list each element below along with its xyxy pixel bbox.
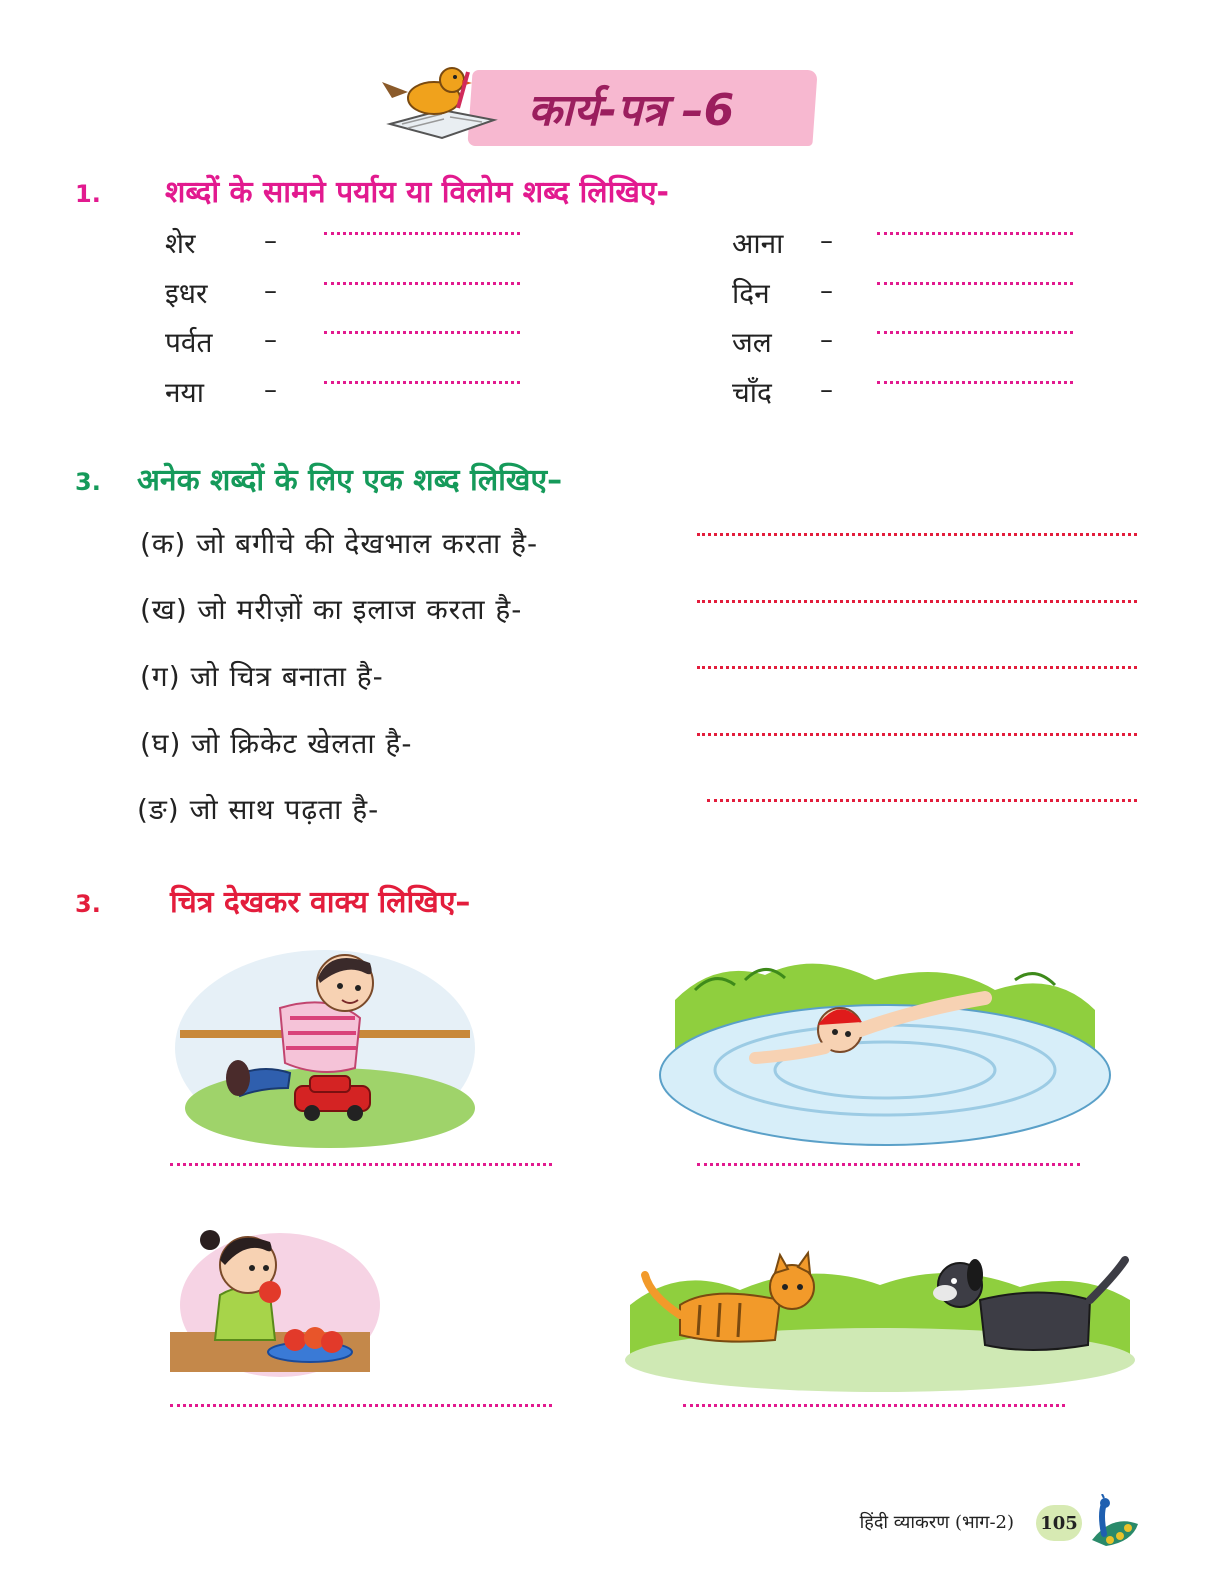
- section3-number: 3.: [75, 890, 101, 918]
- worksheet-title: कार्य-पत्र –6: [528, 85, 735, 136]
- answer-line[interactable]: [877, 232, 1073, 235]
- page-number: 105: [1036, 1505, 1082, 1541]
- answer-line[interactable]: [683, 1404, 1065, 1407]
- answer-line[interactable]: [707, 799, 1137, 802]
- synonym-word-2: इधर: [165, 277, 208, 310]
- answer-line[interactable]: [877, 381, 1073, 384]
- section1-number: 1.: [75, 180, 101, 208]
- section3-title: चित्र देखकर वाक्य लिखिए–: [170, 885, 471, 920]
- book-title: हिंदी व्याकरण (भाग-2): [859, 1512, 1014, 1533]
- antonym-word-3: जल: [732, 326, 772, 359]
- question-ka: (क) जो बगीचे की देखभाल करता है-: [140, 527, 539, 560]
- synonym-word-4: नया: [165, 376, 205, 409]
- dash: –: [820, 276, 833, 306]
- section2-number: 3.: [75, 468, 101, 496]
- dash: –: [820, 226, 833, 256]
- dash: –: [820, 325, 833, 355]
- dash: –: [264, 375, 277, 405]
- synonym-word-3: पर्वत: [165, 326, 213, 359]
- section2-title: अनेक शब्दों के लिए एक शब्द लिखिए–: [137, 463, 563, 498]
- answer-line[interactable]: [877, 331, 1073, 334]
- answer-line[interactable]: [324, 331, 520, 334]
- boy-playing-picture: [170, 938, 480, 1146]
- question-ga: (ग) जो चित्र बनाता है-: [140, 660, 384, 693]
- answer-line[interactable]: [697, 600, 1137, 603]
- bird-writing-icon: [372, 62, 500, 142]
- answer-line[interactable]: [877, 282, 1073, 285]
- answer-line[interactable]: [324, 282, 520, 285]
- dash: –: [264, 325, 277, 355]
- answer-line[interactable]: [324, 381, 520, 384]
- cat-and-dog-picture: [620, 1245, 1140, 1395]
- synonym-word-1: शेर: [165, 227, 196, 260]
- peacock-icon: [1082, 1494, 1142, 1548]
- boy-swimming-picture: [655, 930, 1110, 1145]
- dash: –: [820, 375, 833, 405]
- answer-line[interactable]: [697, 1163, 1080, 1166]
- dash: –: [264, 276, 277, 306]
- answer-line[interactable]: [697, 666, 1137, 669]
- antonym-word-1: आना: [732, 227, 784, 260]
- question-gha: (घ) जो क्रिकेट खेलता है-: [140, 727, 413, 760]
- antonym-word-4: चाँद: [732, 376, 772, 409]
- antonym-word-2: दिन: [732, 277, 770, 310]
- answer-line[interactable]: [170, 1404, 552, 1407]
- question-kha: (ख) जो मरीज़ों का इलाज करता है-: [140, 593, 523, 626]
- girl-eating-picture: [170, 1220, 380, 1380]
- answer-line[interactable]: [697, 533, 1137, 536]
- answer-line[interactable]: [697, 733, 1137, 736]
- answer-line[interactable]: [324, 232, 520, 235]
- answer-line[interactable]: [170, 1163, 552, 1166]
- section1-title: शब्दों के सामने पर्याय या विलोम शब्द लिखिए-: [165, 175, 669, 210]
- question-nga: (ङ) जो साथ पढ़ता है-: [137, 793, 380, 826]
- dash: –: [264, 226, 277, 256]
